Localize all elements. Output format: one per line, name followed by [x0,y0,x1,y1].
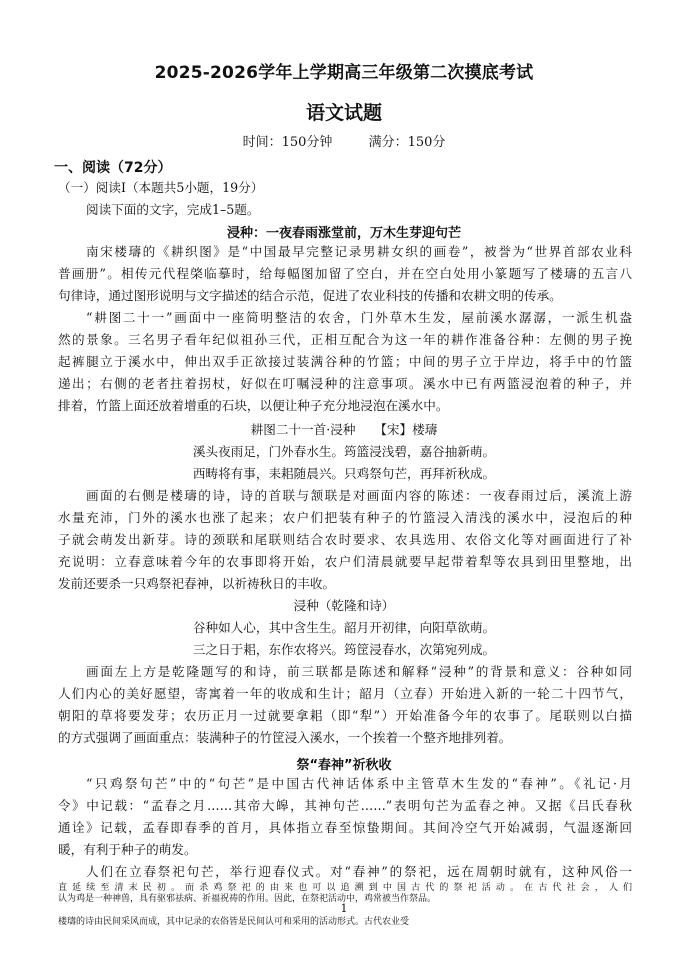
continued-text [58,884,632,904]
poem-line: 西畴将有事，耒耜随晨兴。只鸡祭句芒，再拜祈秋成。 [192,466,496,481]
para-line: 人们在立春祭祀句芒，举行迎春仪式。对“春神”的祭祀，远在周朝时就有，这种风俗一 [86,864,632,879]
para-line: “只鸡祭句芒”中的“句芒”是中国古代神话体系中主管草木生发的“春神”。《礼记·月 [86,776,632,791]
para-line: 画面左上方是乾隆题写的和诗，前三联都是陈述和解释“浸种”的背景和意义：谷种如同 [86,664,632,679]
article-heading-1: 浸种：一夜春雨涨堂前，万木生芽迎句芒 [226,226,461,241]
para-line: 的方式强调了画面重点：装满种子的竹筐浸入溪水，一个挨着一个整齐地排列着。 [58,730,512,745]
para-line: 南宋楼璹的《耕织图》是“中国最早完整记录男耕女织的画卷”，被誉为“世界首部农业科 [86,244,632,259]
para-line: 直延续至清末民初。而杀鸡祭祀的由来也可以追溯到中国古代的祭祀活动。在古代社会，人们 [58,883,632,893]
para-line: 暖，有利于种子的萌发。 [58,842,197,857]
para-line: 起裤腿立于溪水中，伸出双手正欲接过装满谷种的竹篮；中间的男子立于岸边，将手中的竹篮 [58,354,632,369]
poem-line: 三之日于耜，东作农将兴。筠筐浸春水，次第宛列成。 [192,642,496,657]
poem-line: 谷种如人心，其中含生生。韶月开初律，向阳草欲萌。 [192,620,496,635]
exam-score: 满分：150分 [368,135,446,150]
para-line: 句律诗，通过图形说明与文字描述的结合示范，促进了农业科技的传播和农耕文明的传承。 [58,288,562,303]
subject-title: 语文试题 [305,102,382,124]
para-line: 水量充沛，门外的溪水也涨了起来；农户们把装有种子的竹篮浸入清浅的溪水中，浸泡后的种 [58,510,632,525]
para-line: 普画册”。相传元代程棨临摹时，给每幅图加留了空白，并在空白处用小篆题写了楼璹的五言八 [58,266,632,281]
para-line: 楼璹的诗由民间采风而成，其中记录的农俗皆是民间认可和采用的活动形式。古代农业受 [58,917,410,927]
poem-title: 耕图二十一首·浸种 【宋】楼璹 [250,422,438,437]
para-line: 然的景象。三名男子看年纪似祖孙三代，正相互配合为这一年的耕作准备谷种：左侧的男子挽 [58,332,632,347]
section-heading: 一、阅读（72分） [54,160,172,176]
para-line: 朝阳的草将要发芽；农历正月一过就要拿耜（即“犁”）开始准备今年的农事了。尾联则以白描 [58,708,632,723]
poem-line: 溪头夜雨足，门外春水生。筠篮浸浅碧，嘉谷抽新萌。 [192,444,496,459]
continued-text-2 [58,918,632,927]
page-number: 1 [340,902,348,915]
instruction: 阅读下面的文字，完成1–5题。 [86,202,260,217]
para-line: 子就会萌发出新芽。诗的颈联和尾联则结合农时要求、农具选用、农俗文化等对画面进行了补 [58,532,632,547]
para-line: 充说明：立春意味着今年的农事即将开始，农户们清晨就要早起带着犁等农具到田里整地，出 [58,554,632,569]
exam-title: 2025-2026学年上学期高三年级第二次摸底考试 [154,63,534,83]
para-line: 认为鸡是一种神兽，具有驱邪祛病、祈福祝祷的作用。因此，在祭祀活动中，鸡常被当作祭品。 [58,894,437,904]
para-line: 发前还要杀一只鸡祭祀春神，以祈祷秋日的丰收。 [58,576,336,591]
article-heading-2: 祭“春神”祈秋收 [296,758,392,773]
para-line: 画面的右侧是楼璹的诗，诗的首联与颔联是对画面内容的陈述：一夜春雨过后，溪流上游 [86,488,632,503]
exam-meta [0,131,688,150]
para-line: 排着，竹篮上面还放着增重的石块，以便让种子充分地浸泡在溪水中。 [58,398,449,413]
para-line: 人们内心的美好愿望，寄寓着一年的收成和生计；韶月（立春）开始进入新的一轮二十四节气， [58,686,632,701]
para-line: “耕图二十一”画面中一座简明整洁的农舍，门外草木生发，屋前溪水潺潺，一派生机盎 [86,310,632,325]
subsection-heading: （一）阅读Ⅰ（本题共5小题，19分） [58,180,264,195]
para-line: 通诠》记载，孟春即春季的首月，具体指立春至惊蛰期间。其间冷空气开始减弱，气温逐渐回 [58,820,632,835]
exam-time: 时间：150分钟 [242,135,333,150]
para-line: 递出；右侧的老者拄着拐杖，好似在叮嘱浸种的注意事项。溪水中已有两篮浸泡着的种子，并 [58,376,632,391]
para-line: 令》中记载：“孟春之月……其帝大皞，其神句芒……”表明句芒为孟春之神。又据《吕氏春秋 [58,798,632,813]
poem-title: 浸种（乾隆和诗） [293,598,395,613]
